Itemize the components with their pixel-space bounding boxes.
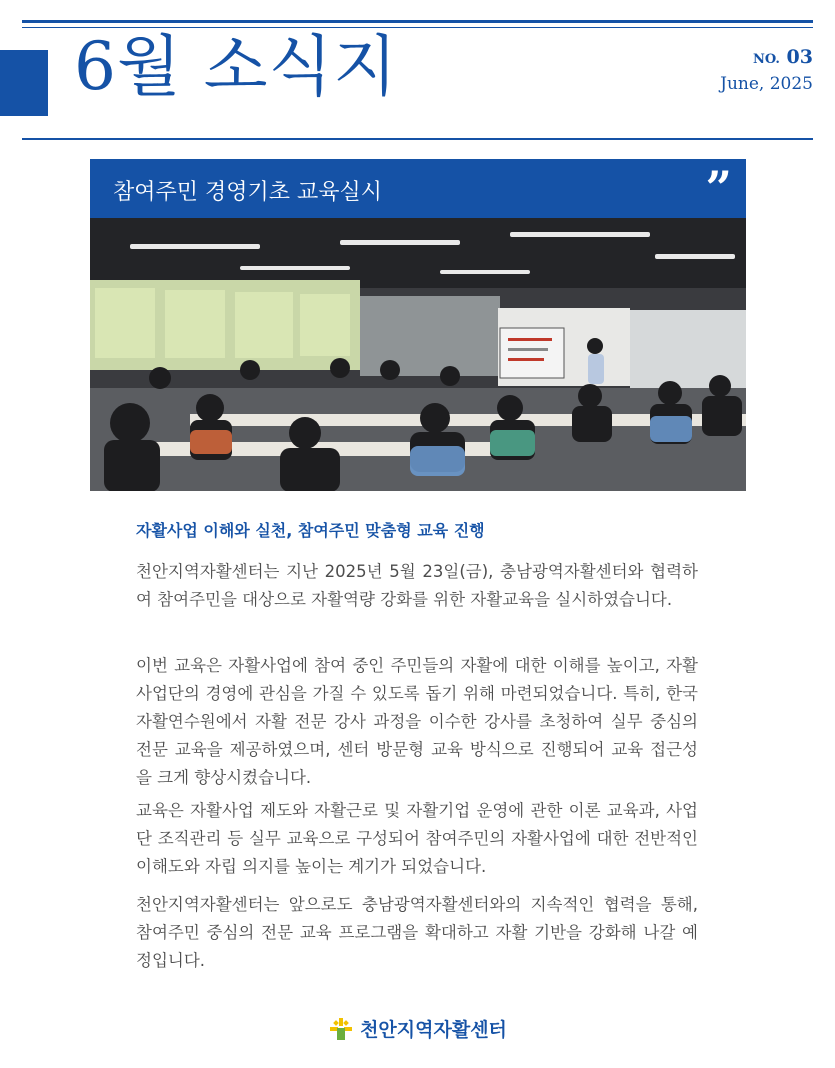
article-subheading: 자활사업 이해와 실천, 참여주민 맞춤형 교육 진행 — [136, 521, 485, 540]
quote-icon: ” — [705, 161, 732, 215]
article-paragraph-4: 천안지역자활센터는 앞으로도 충남광역자활센터와의 지속적인 협력을 통해, 참여주민 중심의 전문 교육 프로그램을 확대하고 자활 기반을 강화해 나갈 예정입니다. — [136, 895, 698, 970]
newsletter-title: 6월 소식지 — [74, 28, 398, 105]
article-photo — [90, 218, 746, 491]
header-accent-block — [0, 50, 48, 116]
footer-organization-name: 천안지역자활센터 — [360, 1019, 507, 1041]
article-paragraph-2: 이번 교육은 자활사업에 참여 중인 주민들의 자활에 대한 이해를 높이고, 자활사업단의 경영에 관심을 가질 수 있도록 돕기 위해 마련되었습니다. 특히, 한국자활연수원에서 자활 전문 강사 과정을 이수한 강사를 초청하여 실무 중심의 전문 교육을 제공하였으며, 센터 방문형 교육 방식으로 진행되어 교육 접근성을 크게 향상시켰습니다. — [136, 656, 698, 787]
article-paragraph-1: 천안지역자활센터는 지난 2025년 5월 23일(금), 충남광역자활센터와 협력하여 참여주민을 대상으로 자활역량 강화를 위한 자활교육을 실시하였습니다. — [136, 562, 698, 609]
footer — [0, 1015, 835, 1046]
center-logo-icon — [328, 1016, 354, 1042]
article-banner — [90, 159, 746, 218]
issue-info — [720, 46, 813, 94]
issue-number-value: 03 — [786, 46, 813, 68]
header-bottom-rule — [22, 138, 813, 140]
top-rule-thick — [22, 20, 813, 23]
issue-number — [720, 46, 813, 68]
article-banner-title: 참여주민 경영기초 교육실시 — [113, 180, 383, 205]
footer-branding — [328, 1015, 507, 1042]
article-paragraph-3: 교육은 자활사업 제도와 자활근로 및 자활기업 운영에 관한 이론 교육과, 사업단 조직관리 등 실무 교육으로 구성되어 참여주민의 자활사업에 대한 전반적인 이해도와 자립 의지를 높이는 계기가 되었습니다. — [136, 801, 698, 876]
classroom-photo-illustration — [90, 218, 746, 491]
issue-date: June, 2025 — [720, 74, 813, 94]
issue-prefix: NO. — [752, 52, 780, 67]
